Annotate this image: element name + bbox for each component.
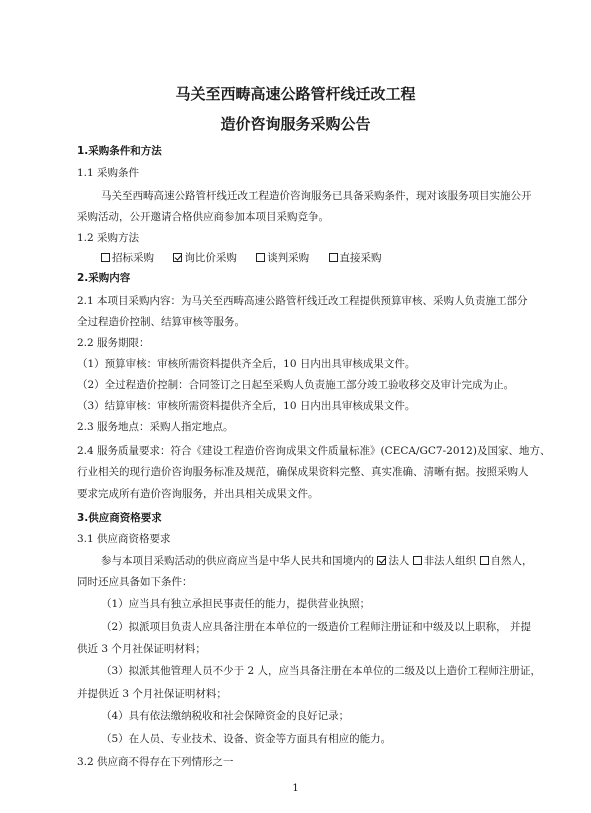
supplier-type-natural-person[interactable]: 自然人 — [480, 555, 523, 567]
section-2-4-line3: 要求完成所有造价咨询服务，并出具相关成果文件。 — [77, 488, 319, 500]
checkbox-checked-icon[interactable] — [173, 253, 182, 262]
checkbox-checked-icon[interactable] — [377, 556, 386, 565]
section-3-2-heading: 3.2 供应商不得存在下列情形之一 — [77, 756, 234, 768]
document-title-line1: 马关至西畴高速公路管杆线迁改工程 — [175, 85, 416, 103]
section-3-heading: 3.供应商资格要求 — [77, 512, 162, 524]
section-1-1-paragraph-line2: 采购活动，公开邀请合格供应商参加本项目采购竞争。 — [77, 211, 329, 223]
method-option-price-inquiry[interactable]: 询比价采购 — [173, 252, 237, 265]
supplier-type-line: 参与本项目采购活动的供应商应当是中华人民共和国境内的 法人 非法人组织 自然人， — [101, 555, 533, 567]
supplier-intro-line2: 同时还应具备如下条件： — [77, 576, 193, 588]
procurement-method-options — [101, 252, 398, 265]
checkbox-unchecked-icon[interactable] — [256, 253, 265, 262]
section-3-1-heading: 3.1 供应商资格要求 — [77, 533, 171, 545]
requirement-3-line2: 并提供近 3 个月社保证明材料； — [77, 688, 227, 700]
method-option-direct[interactable]: 直接采购 — [329, 252, 382, 265]
requirement-2-line1: （2）拟派项目负责人应具备注册在本单位的一级造价工程师注册证和中级及以上职称， 并提 — [101, 621, 532, 633]
checkbox-unchecked-icon[interactable] — [329, 253, 338, 262]
checkbox-unchecked-icon[interactable] — [480, 556, 489, 565]
supplier-type-unincorporated[interactable]: 非法人组织 — [413, 555, 477, 567]
service-period-item-3: （3）结算审核：审核所需资料提供齐全后，10 日内出具审核成果文件。 — [77, 400, 416, 412]
requirement-4: （4）具有依法缴纳税收和社会保障资金的良好记录； — [101, 710, 350, 722]
requirement-1: （1）应当具有独立承担民事责任的能力，提供营业执照； — [101, 598, 371, 610]
section-2-heading: 2.采购内容 — [77, 272, 131, 284]
section-2-4-line1: 2.4 服务质量要求：符合《建设工程造价咨询成果文件质量标准》(CECA/GC7-2012)及国家、地方、 — [77, 445, 551, 457]
section-1-2-heading: 1.2 采购方法 — [77, 232, 140, 244]
section-2-1-line1: 2.1 本项目采购内容：为马关至西畴高速公路管杆线迁改工程提供预算审核、采购人负责施工部分 — [77, 295, 528, 307]
document-title-line2: 造价咨询服务采购公告 — [220, 115, 371, 133]
supplier-type-legal-person[interactable]: 法人 — [377, 555, 409, 567]
requirement-3-line1: （3）拟派其他管理人员不少于 2 人，应当具备注册在本单位的二级及以上造价工程师注册证， — [101, 665, 542, 677]
section-2-4-line2: 行业相关的现行造价咨询服务标准及规范，确保成果资料完整、真实准确、清晰有据。按照采购人 — [77, 466, 529, 478]
section-2-3-line: 2.3 服务地点：采购人指定地点。 — [77, 421, 234, 433]
service-period-item-1: （1）预算审核：审核所需资料提供齐全后，10 日内出具审核成果文件。 — [77, 358, 416, 370]
checkbox-unchecked-icon[interactable] — [101, 253, 110, 262]
section-1-1-paragraph-line1: 马关至西畴高速公路管杆线迁改工程造价咨询服务已具备采购条件，现对该服务项目实施公开 — [101, 190, 532, 202]
checkbox-unchecked-icon[interactable] — [413, 556, 422, 565]
section-1-heading: 1.采购条件和方法 — [77, 145, 162, 157]
section-2-1-line2: 全过程造价控制、结算审核等服务。 — [77, 316, 245, 328]
section-2-2-heading: 2.2 服务期限： — [77, 337, 150, 349]
requirement-5: （5）在人员、专业技术、设备、资金等方面具有相应的能力。 — [101, 733, 392, 745]
method-option-tender[interactable]: 招标采购 — [101, 252, 154, 265]
service-period-item-2: （2）全过程造价控制：合同签订之日起至采购人负责施工部分竣工验收移交及审计完成为止。 — [77, 379, 515, 391]
section-1-1-heading: 1.1 采购条件 — [77, 167, 140, 179]
method-option-negotiation[interactable]: 谈判采购 — [256, 252, 309, 265]
requirement-2-line2: 供近 3 个月社保证明材料； — [77, 643, 206, 655]
page-number: 1 — [292, 783, 299, 794]
